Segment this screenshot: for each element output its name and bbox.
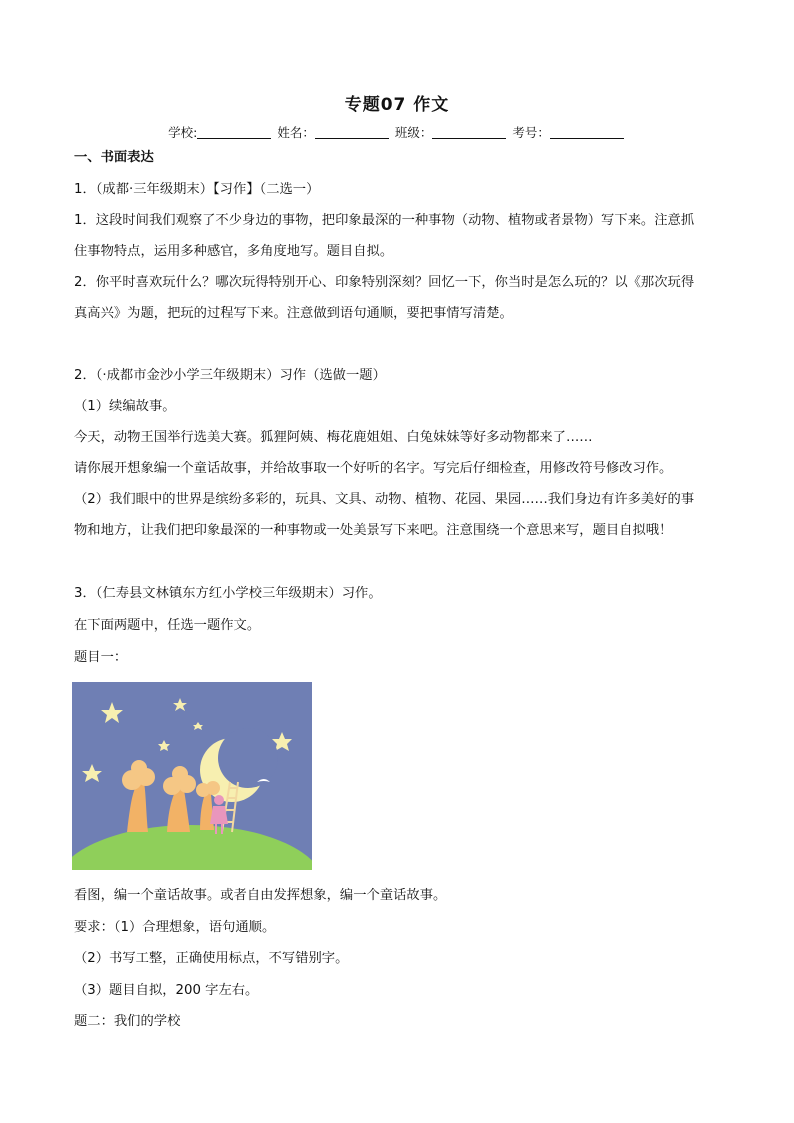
q2-option2-line1: （2）我们眼中的世界是缤纷多彩的，玩具、文具、动物、植物、花园、果园……我们身边有许多美好的事 <box>74 492 695 507</box>
q3-header: 3．（仁寿县文林镇东方红小学校三年级期末）习作。 <box>74 586 382 601</box>
moon-night-picture <box>72 682 312 870</box>
section-heading: 一、书面表达 <box>74 150 154 165</box>
q1-option2-line1: 2．你平时喜欢玩什么？哪次玩得特别开心、印象特别深刻？回忆一下，你当时是怎么玩的？以《那次玩得 <box>74 275 695 290</box>
q1-option1-line1: 1．这段时间我们观察了不少身边的事物，把印象最深的一种事物（动物、植物或者景物）写下来。注意抓 <box>74 213 695 228</box>
page-title: 专题07 作文 <box>344 95 450 115</box>
name-label: 姓名： <box>277 125 315 140</box>
q2-option1: （1）续编故事。 <box>74 399 176 414</box>
class-label: 班级： <box>394 125 433 140</box>
q1-header: 1．（成都·三年级期末）【习作】（二选一） <box>74 182 320 197</box>
number-label: 考号： <box>512 125 550 140</box>
q3-requirement2: （2）书写工整，正确使用标点，不写错别字。 <box>74 951 349 966</box>
q3-topic1: 题目一： <box>74 650 128 665</box>
q1-option2-line2: 真高兴》为题，把玩的过程写下来。注意做到语句通顺，要把事情写清楚。 <box>74 306 513 321</box>
name-blank[interactable] <box>315 126 389 139</box>
q2-story-prompt: 今天，动物王国举行选美大赛。狐狸阿姨、梅花鹿姐姐、白兔妹妹等好多动物都来了…… <box>74 430 593 445</box>
q3-requirement1: 要求：（1）合理想象，语句通顺。 <box>74 920 276 935</box>
q2-header: 2．（·成都市金沙小学三年级期末）习作（选做一题） <box>74 368 386 383</box>
student-info-row <box>0 123 794 141</box>
school-label: 学校: <box>168 125 198 140</box>
q3-topic2: 题二：我们的学校 <box>74 1014 181 1029</box>
number-blank[interactable] <box>550 126 624 139</box>
q2-option2-line2: 物和地方，让我们把印象最深的一种事物或一处美景写下来吧。注意围绕一个意思来写，题目自拟哦！ <box>74 523 673 538</box>
q3-requirement3: （3）题目自拟，200 字左右。 <box>74 983 259 998</box>
q1-option1-line2: 住事物特点，运用多种感官，多角度地写。题目自拟。 <box>74 244 394 259</box>
q3-choose: 在下面两题中，任选一题作文。 <box>74 618 261 633</box>
school-blank[interactable] <box>197 126 271 139</box>
class-blank[interactable] <box>432 126 506 139</box>
q3-after-image: 看图，编一个童话故事。或者自由发挥想象，编一个童话故事。 <box>74 888 447 903</box>
q2-instruction: 请你展开想象编一个童话故事，并给故事取一个好听的名字。写完后仔细检查，用修改符号修改习作。 <box>74 461 673 476</box>
